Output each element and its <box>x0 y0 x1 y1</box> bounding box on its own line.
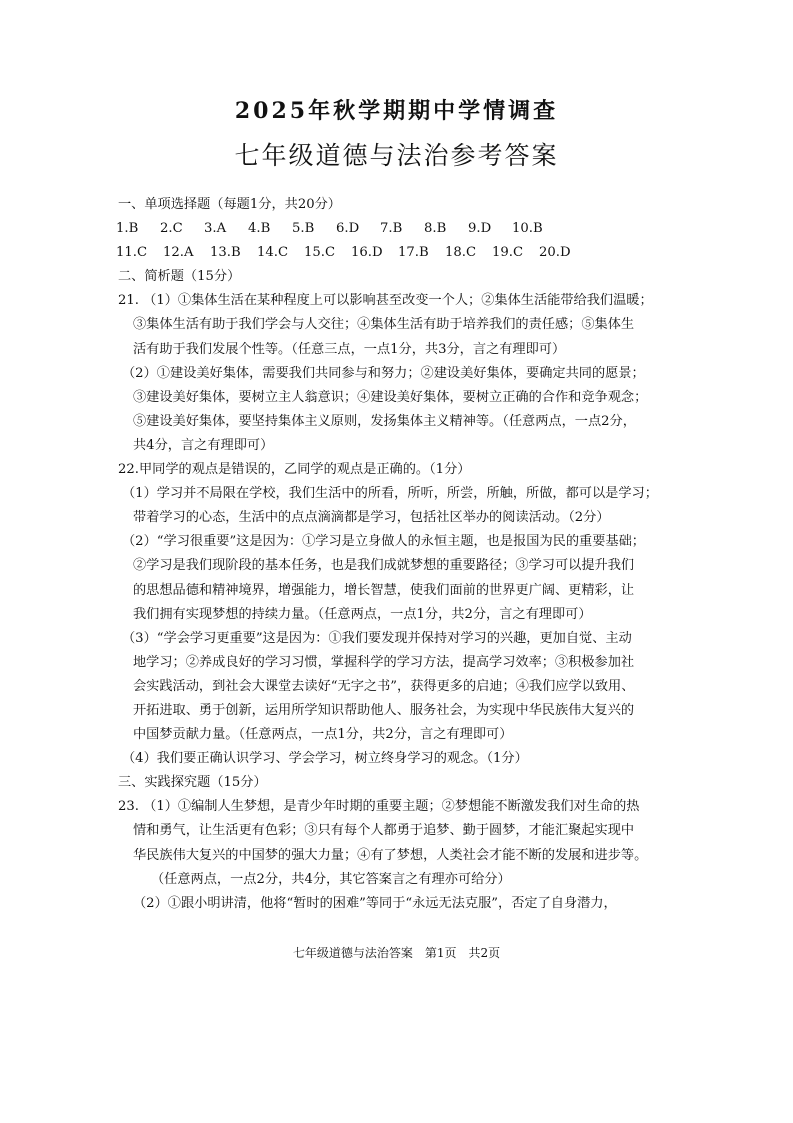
choice-answer: 7.B <box>380 221 403 237</box>
answer-line: 情和勇气，让生活更有色彩；③只有每个人都勇于追梦、勤于圆梦，才能汇聚起实现中 <box>133 823 635 839</box>
answer-line: （2）①跟小明讲清，他将“暂时的困难”等同于“永远无法克服”，否定了自身潜力， <box>133 895 617 911</box>
answer-line: 21. （1）①集体生活在某种程度上可以影响甚至改变一个人；②集体生活能带给我们温暖； <box>118 293 653 309</box>
document-subtitle: 七年级道德与法治参考答案 <box>234 141 559 170</box>
choice-answer: 15.C <box>304 245 336 261</box>
answer-line: 共4分，言之有理即可） <box>133 437 274 453</box>
answer-line: 23. （1）①编制人生梦想，是青少年时期的重要主题；②梦想能不断激发我们对生命的热 <box>118 799 640 815</box>
choice-answer: 17.B <box>398 245 429 261</box>
choice-answer: 9.D <box>468 221 492 237</box>
choice-answer: 4.B <box>248 221 271 237</box>
answer-body <box>0 193 793 916</box>
section-heading-choice: 一、单项选择题（每题1分，共20分） <box>118 197 341 212</box>
choice-answer: 3.A <box>204 221 227 237</box>
answer-line: 我们拥有实现梦想的持续力量。（任意两点，一点1分，共2分，言之有理即可） <box>133 606 592 622</box>
answer-line: 活有助于我们发展个性等。（任意三点，一点1分，共3分，言之有理即可） <box>133 341 566 357</box>
answer-line: （1）学习并不局限在学校，我们生活中的所看，所听，所尝，所触，所做，都可以是学习； <box>122 486 658 502</box>
choice-answers-row-2 <box>0 241 793 265</box>
choice-answer: 14.C <box>257 245 289 261</box>
answer-line: ③集体生活有助于我们学会与人交往；④集体生活有助于培养我们的责任感；⑤集体生 <box>133 317 635 333</box>
choice-answer: 10.B <box>512 221 543 237</box>
choice-answer: 11.C <box>116 245 148 261</box>
choice-answer: 12.A <box>163 245 194 261</box>
answer-line: 开拓进取、勇于创新，运用所学知识帮助他人、服务社会，为实现中华民族伟大复兴的 <box>133 702 635 718</box>
choice-answer: 18.C <box>445 245 477 261</box>
answer-line: 22.甲同学的观点是错误的，乙同学的观点是正确的。（1分） <box>118 462 471 478</box>
choice-answer: 19.C <box>492 245 524 261</box>
choice-answer: 20.D <box>539 245 571 261</box>
choice-answers-row-1 <box>0 217 793 241</box>
choice-answer: 2.C <box>160 221 183 237</box>
answer-line: 华民族伟大复兴的中国梦的强大力量；④有了梦想，人类社会才能不断的发展和进步等。 <box>133 847 648 863</box>
choice-answer: 6.D <box>336 221 360 237</box>
choice-answer: 5.B <box>292 221 315 237</box>
answer-line: ⑤建设美好集体，要坚持集体主义原则，发扬集体主义精神等。（任意两点，一点2分， <box>133 413 636 429</box>
answer-line: ②学习是我们现阶段的基本任务，也是我们成就梦想的重要路径；③学习可以提升我们 <box>133 558 635 574</box>
answer-line: 地学习；②养成良好的学习习惯，掌握科学的学习方法，提高学习效率；③积极参加社 <box>133 654 635 670</box>
answer-line: （任意两点，一点2分，共4分，其它答案言之有理亦可给分） <box>151 871 511 887</box>
page-footer: 七年级道德与法治答案 第1页 共2页 <box>292 946 501 960</box>
answer-line: 会实践活动，到社会大课堂去读好“无字之书”，获得更多的启迪；④我们应学以致用、 <box>133 678 635 694</box>
choice-answer: 1.B <box>116 221 139 237</box>
answer-line: （3）“学会学习更重要”这是因为：①我们要发现并保持对学习的兴趣，更加自觉、主动 <box>122 630 632 646</box>
choice-answer: 8.B <box>424 221 447 237</box>
answer-line: 中国梦贡献力量。（任意两点，一点1分，共2分，言之有理即可） <box>133 727 513 743</box>
choice-answer: 16.D <box>351 245 383 261</box>
section-heading-practice: 三、实践探究题（15分） <box>118 775 267 791</box>
answer-line: 的思想品德和精神境界，增强能力，增长智慧，使我们面前的世界更广阔、更精彩，让 <box>133 582 635 598</box>
answer-line: 带着学习的心态，生活中的点点滴滴都是学习，包括社区举办的阅读活动。（2分） <box>133 510 610 526</box>
answer-line: （4）我们要正确认识学习、学会学习，树立终身学习的观念。（1分） <box>122 751 528 767</box>
answer-line: ③建设美好集体，要树立主人翁意识；④建设美好集体，要树立正确的合作和竞争观念； <box>133 389 648 405</box>
section-heading-analysis: 二、简析题（15分） <box>118 269 241 285</box>
answer-line: （2）①建设美好集体，需要我们共同参与和努力；②建设美好集体，要确定共同的愿景； <box>122 365 645 381</box>
choice-answer: 13.B <box>210 245 241 261</box>
answer-line: （2）“学习很重要”这是因为：①学习是立身做人的永恒主题，也是报国为民的重要基础； <box>122 534 645 550</box>
document-title: 2025年秋学期期中学情调查 <box>234 98 559 124</box>
